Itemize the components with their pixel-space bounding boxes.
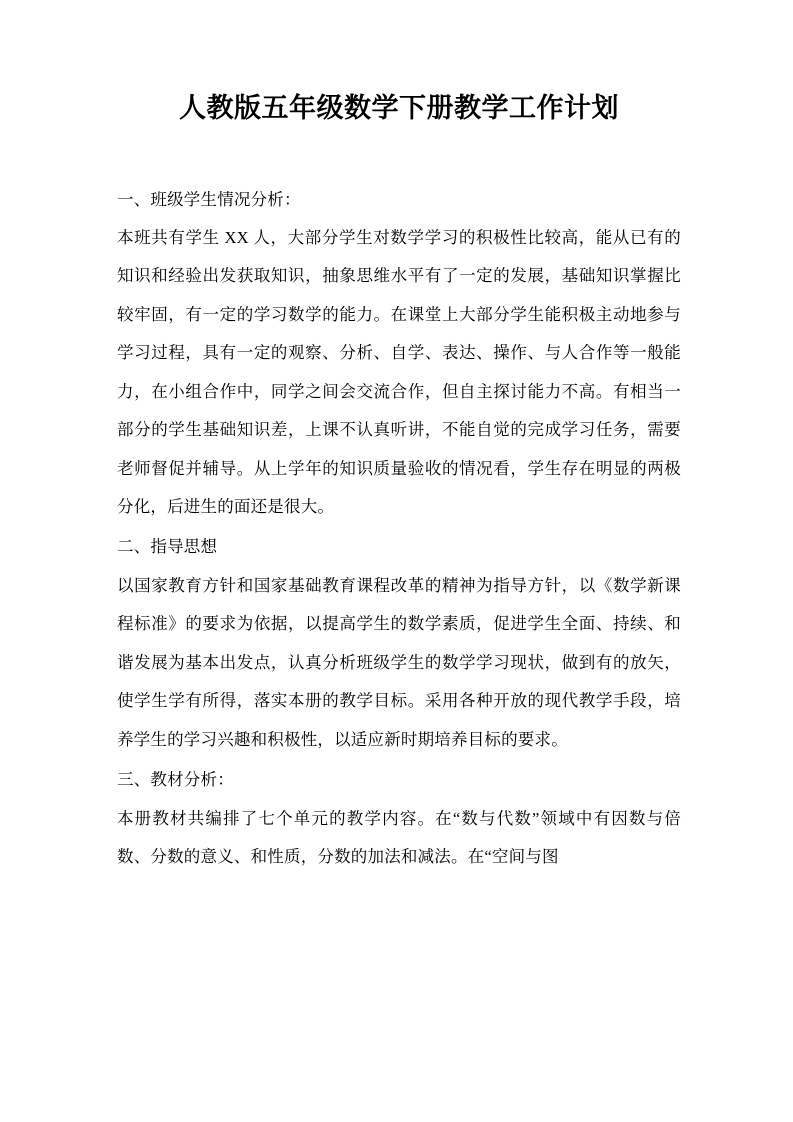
- section-heading-2: 二、指导思想: [117, 537, 218, 557]
- page-title: 人教版五年级数学下册教学工作计划: [179, 93, 619, 123]
- paragraph-1: 本班共有学生 XX 人，大部分学生对数学学习的积极性比较高，能从已有的知识和经验出发获取知识，抽象思维水平有了一定的发展，基础知识掌握比较牢固，有一定的学习数学的能力。在课堂上大部分学生能积极主动地参与学习过程，具有一定的观察、分析、自学、表达、操作、与人合作等一般能力，在小组合作中，同学之间会交流合作，但自主探讨能力不高。有相当一部分的学生基础知识差，上课不认真听讲，不能自觉的完成学习任务，需要老师督促并辅导。从上学年的知识质量验收的情况看，学生存在明显的两极分化，后进生的面还是很大。: [117, 227, 681, 516]
- paragraph-2: 以国家教育方针和国家基础教育课程改革的精神为指导方针，以《数学新课程标准》的要求为依据，以提高学生的数学素质，促进学生全面、持续、和谐发展为基本出发点，认真分析班级学生的数学学习现状，做到有的放矢，使学生学有所得，落实本册的教学目标。采用各种开放的现代教学手段，培养学生的学习兴趣和积极性，以适应新时期培养目标的要求。: [117, 575, 681, 749]
- paragraph-3: 本册教材共编排了七个单元的教学内容。在“数与代数”领域中有因数与倍数、分数的意义、和性质，分数的加法和减法。在“空间与图: [117, 808, 681, 866]
- section-heading-1: 一、班级学生情况分析：: [117, 189, 301, 209]
- section-heading-3: 三、教材分析：: [117, 770, 234, 790]
